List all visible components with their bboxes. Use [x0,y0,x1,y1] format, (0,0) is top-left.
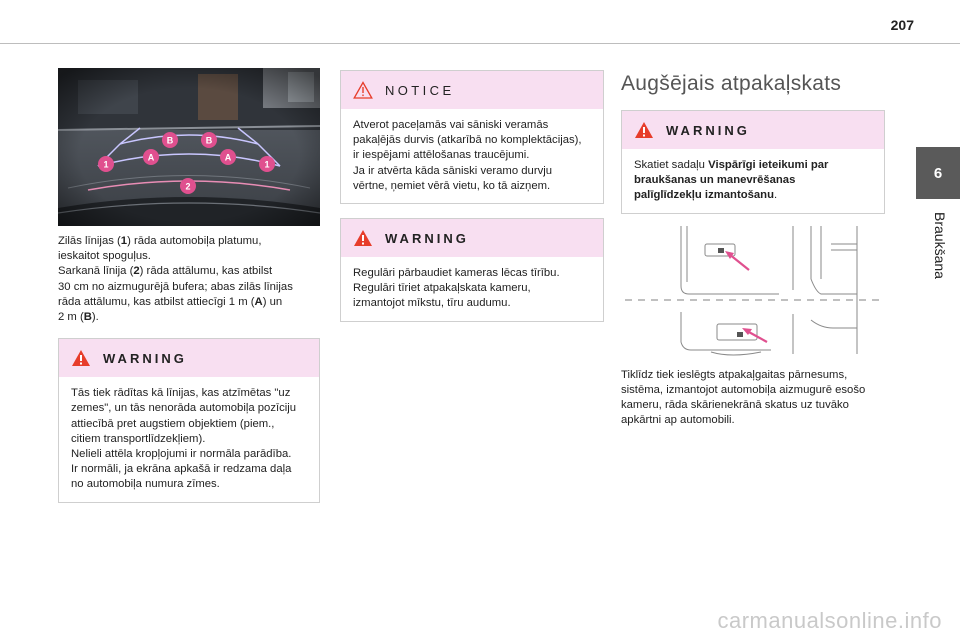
warning-title: WARNING [103,350,187,366]
camera-lines-description: Zilās līnijas (1) rāda automobiļa platumu, ieskaitot spoguļus. Sarkanā līnija (2) rāda attālumu, kas atbilst 30 cm no aizmugurējā bufera; abas zilās līnijas rāda attālumu, kas atbilst attiecīgi 1 m (A) un 2 m (B). [58,235,293,324]
notice-header [341,71,603,109]
section-heading: Augšējais atpakaļskats [621,72,842,95]
warning-title: WARNING [385,230,469,246]
warning-text: Tās tiek rādītas kā līnijas, kas atzīmētas "uz zemes", un tās nenorāda automobiļa pozīciju attiecībā pret augstiem objektiem (piem., citiem transportlīdzekļiem). Nelieli attēla kropļojumi ir normāla parādība. Ir normāli, ja ekrāna apkašā ir redzama daļa no automobiļa numura zīmes. [71,387,297,491]
column-middle [340,70,604,322]
warning-header [341,219,603,257]
chapter-label [926,212,952,312]
marker-label: 1 [264,159,270,170]
warning-box [340,218,604,322]
marker-label: B [205,135,213,146]
notice-title: NOTICE [385,82,455,98]
column-right [621,72,885,428]
column-left [58,68,320,503]
warning-text: Skatiet sadaļu Vispārīgi ieteikumi par braukšanas un manevrēšanas palīglīdzekļu izmantošanu. [634,159,829,202]
marker-label: 2 [185,181,191,192]
warning-box [58,338,320,502]
warning-icon [71,349,91,367]
header-rule [0,43,960,44]
warning-icon [634,121,654,139]
cross-reference[interactable]: palīglīdzekļu izmantošanu [634,189,774,202]
warning-icon [353,229,373,247]
chapter-title: Braukšana [932,212,948,279]
camera-view-illustration [58,68,320,226]
warning-text: Regulāri pārbaudiet kameras lēcas tīrību. Regulāri tīriet atpakaļskata kameru, izmantojot mīkstu, tīru audumu. [353,267,560,310]
warning-header [59,339,319,377]
top-view-description: Tiklīdz tiek ieslēgts atpakaļgaitas pārnesums, sistēma, izmantojot automobiļa aizmugurē esošo kameru, rāda skārienekrānā skatus uz tuvāko apkārtni ap automobili. [621,368,866,427]
cross-reference[interactable]: braukšanas un manevrēšanas [634,174,796,187]
notice-icon [353,81,373,99]
van-rear-illustration [621,224,885,362]
marker-label: A [224,152,232,163]
marker-label: 1 [103,159,109,170]
page-number: 207 [890,17,914,33]
warning-title: WARNING [666,122,750,138]
warning-header [622,111,884,149]
rear-camera-image [58,68,320,226]
marker-label: B [166,135,174,146]
notice-box [340,70,604,204]
notice-text: Atverot paceļamās vai sāniski veramās pakaļējās durvis (atkarībā no komplektācijas), ir iespējami attēlošanas traucējumi. Ja ir atvērta kāda sāniski veramo durvju vērtne, ņemiet vērā vietu, ko tā aizņem. [353,119,582,192]
warning-box [621,110,885,214]
watermark: carmanualsonline.info [717,608,942,633]
chapter-tab[interactable]: 6 [916,147,960,199]
cross-reference[interactable]: Vispārīgi ieteikumi par [708,159,829,171]
vehicle-rear-camera-diagram [621,224,885,362]
marker-label: A [147,152,155,163]
